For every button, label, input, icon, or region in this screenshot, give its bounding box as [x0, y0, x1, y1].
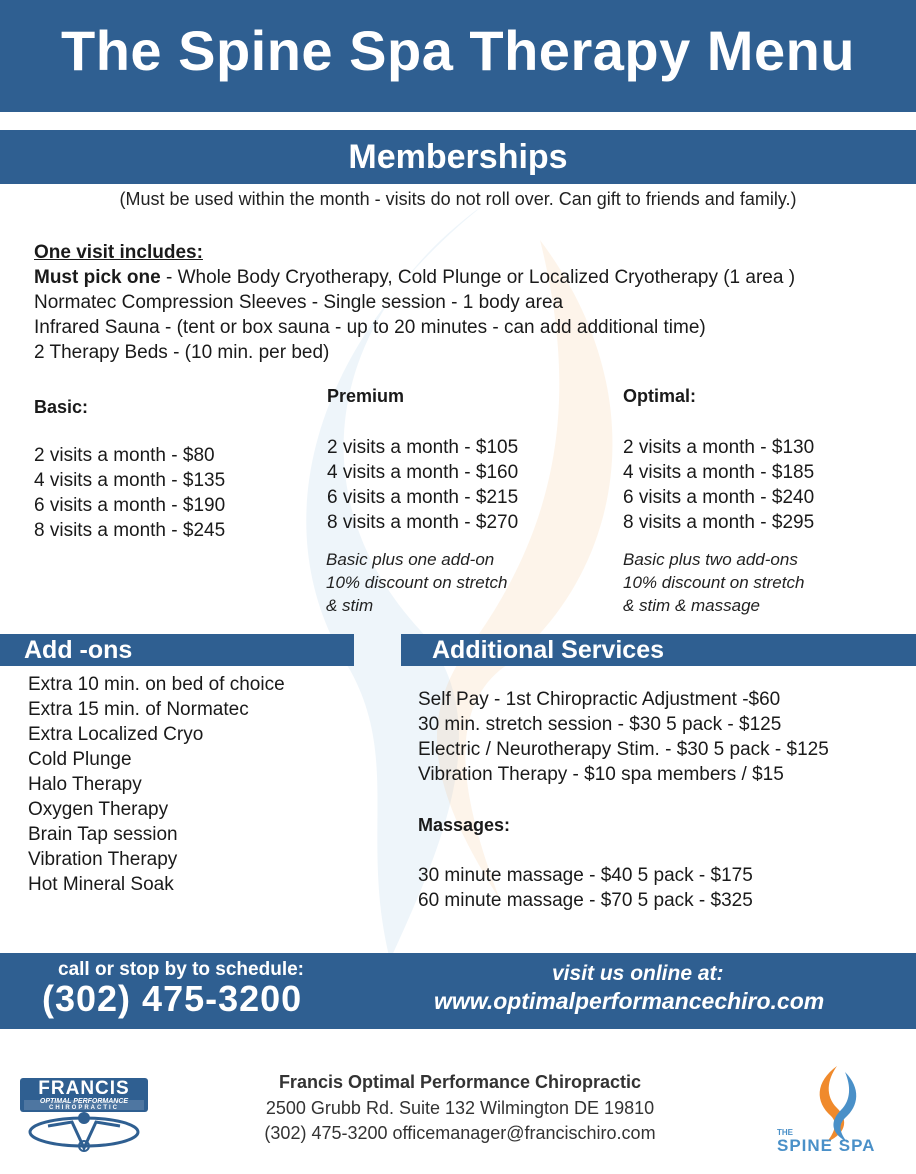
- tier-optimal-notes: [623, 548, 804, 617]
- memberships-heading: Memberships: [348, 138, 568, 176]
- spine-spa-logo: [775, 1062, 907, 1162]
- list-item: Vibration Therapy - $10 spa members / $15: [418, 764, 784, 785]
- additional-services-banner: [401, 634, 916, 666]
- logo-left-main: FRANCIS: [38, 1078, 130, 1099]
- tier-item: 4 visits a month - $185: [623, 462, 815, 483]
- tier-item: 2 visits a month - $105: [327, 437, 519, 458]
- include-line-3: Infrared Sauna - (tent or box sauna - up to 20 minutes - can add additional time): [34, 317, 706, 338]
- logo-right-small: THE: [777, 1128, 793, 1137]
- memberships-banner: [0, 130, 916, 184]
- list-item: Halo Therapy: [28, 774, 142, 795]
- tier-item: 4 visits a month - $160: [327, 462, 519, 483]
- visit-includes: [34, 240, 795, 365]
- tier-item: 8 visits a month - $270: [327, 512, 519, 533]
- tier-item: 8 visits a month - $295: [623, 512, 815, 533]
- tier-item: 6 visits a month - $215: [327, 487, 519, 508]
- list-item: Vibration Therapy: [28, 849, 178, 870]
- list-item: 60 minute massage - $70 5 pack - $325: [418, 890, 753, 911]
- business-contact[interactable]: (302) 475-3200 officemanager@francischiro.com: [264, 1123, 656, 1143]
- memberships-note: (Must be used within the month - visits do not roll over. Can gift to friends and family.): [119, 189, 797, 209]
- tier-item: 6 visits a month - $240: [623, 487, 815, 508]
- list-item: Brain Tap session: [28, 824, 178, 845]
- list-item: Cold Plunge: [28, 749, 132, 770]
- addons-list: [28, 672, 285, 897]
- addons-banner: [0, 634, 354, 666]
- include-line-4: 2 Therapy Beds - (10 min. per bed): [34, 342, 330, 363]
- tier-item: 6 visits a month - $190: [34, 495, 226, 516]
- tier-note: & stim & massage: [623, 596, 760, 615]
- tier-note: Basic plus one add-on: [326, 550, 495, 569]
- list-item: 30 minute massage - $40 5 pack - $175: [418, 865, 753, 886]
- includes-heading: One visit includes:: [34, 242, 203, 263]
- schedule-label: call or stop by to schedule:: [58, 959, 304, 980]
- tier-premium-notes: [326, 548, 507, 617]
- online-label: visit us online at:: [552, 962, 724, 985]
- list-item: Extra 15 min. of Normatec: [28, 699, 249, 720]
- tier-note: & stim: [326, 596, 374, 615]
- title-banner: [0, 0, 916, 112]
- tier-premium-list: [327, 435, 518, 535]
- tier-basic-title: Basic:: [34, 397, 89, 417]
- tier-basic-list: [34, 443, 225, 543]
- include-line-1: Must pick one - Whole Body Cryotherapy, Cold Plunge or Localized Cryotherapy (1 area ): [34, 267, 796, 288]
- massages-heading: Massages:: [418, 815, 511, 835]
- tier-item: 2 visits a month - $80: [34, 445, 215, 466]
- list-item: Self Pay - 1st Chiropractic Adjustment -$60: [418, 689, 781, 710]
- tier-optimal-list: [623, 435, 814, 535]
- list-item: Oxygen Therapy: [28, 799, 169, 820]
- tier-item: 4 visits a month - $135: [34, 470, 226, 491]
- tier-premium-title: Premium: [327, 386, 405, 406]
- include-line-2: Normatec Compression Sleeves - Single session - 1 body area: [34, 292, 564, 313]
- list-item: Extra Localized Cryo: [28, 724, 204, 745]
- tier-note: 10% discount on stretch: [623, 573, 805, 592]
- logo-left-sub2: CHIROPRACTIC: [49, 1105, 119, 1111]
- additional-services-heading: Additional Services: [432, 636, 665, 664]
- additional-services-list: [418, 687, 829, 787]
- phone-number[interactable]: (302) 475-3200: [42, 978, 303, 1019]
- tier-item: 2 visits a month - $130: [623, 437, 815, 458]
- francis-logo: [18, 1078, 150, 1160]
- tier-item: 8 visits a month - $245: [34, 520, 226, 541]
- website-link[interactable]: www.optimalperformancechiro.com: [434, 988, 825, 1014]
- tier-note: 10% discount on stretch: [326, 573, 508, 592]
- business-address: 2500 Grubb Rd. Suite 132 Wilmington DE 19810: [265, 1098, 655, 1118]
- logo-left-sub1: OPTIMAL PERFORMANCE: [39, 1098, 129, 1105]
- list-item: 30 min. stretch session - $30 5 pack - $125: [418, 714, 782, 735]
- massages-list: [418, 863, 753, 913]
- tier-optimal-title: Optimal:: [623, 386, 697, 406]
- logo-right-main: SPINE SPA: [777, 1136, 876, 1155]
- business-name: Francis Optimal Performance Chiropractic: [278, 1072, 642, 1092]
- addons-heading: Add -ons: [24, 636, 133, 664]
- tier-note: Basic plus two add-ons: [623, 550, 798, 569]
- page-title: The Spine Spa Therapy Menu: [60, 19, 856, 82]
- list-item: Hot Mineral Soak: [28, 874, 174, 895]
- list-item: Extra 10 min. on bed of choice: [28, 674, 285, 695]
- list-item: Electric / Neurotherapy Stim. - $30 5 pack - $125: [418, 739, 829, 760]
